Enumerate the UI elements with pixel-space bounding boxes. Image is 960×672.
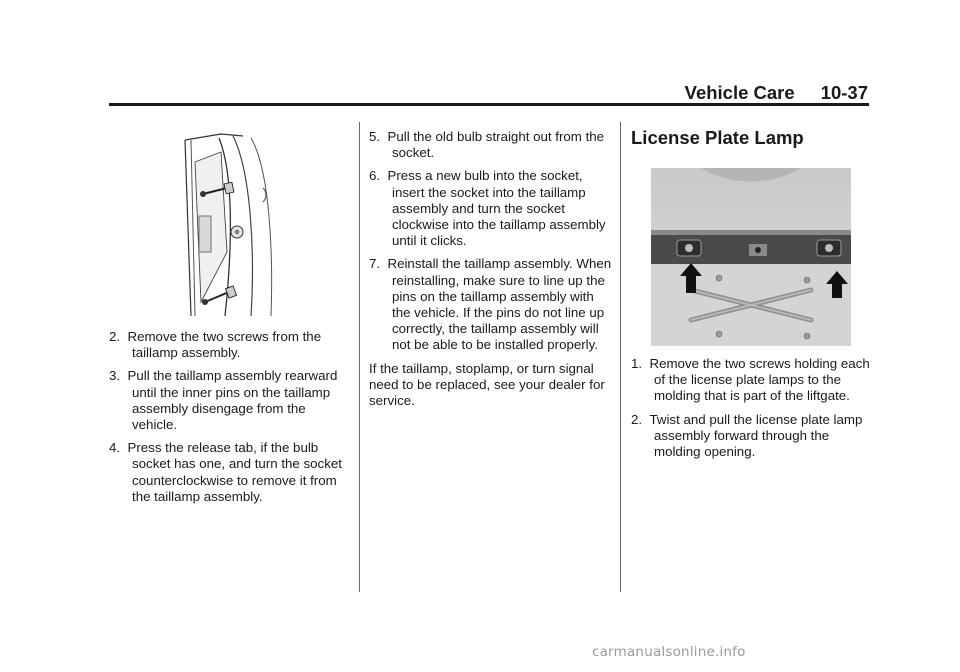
column-divider-right [620,122,621,592]
section-title: Vehicle Care [684,82,795,103]
steps-list-col1 [109,329,349,505]
page-number: 10-37 [820,82,868,103]
dealer-service-note: If the taillamp, stoplamp, or turn signal need to be replaced, see your dealer for service. [369,360,605,409]
column-1 [109,132,349,512]
license-plate-lamp-photo-icon [651,168,851,346]
list-item: 5. Pull the old bulb straight out from the socket. [369,129,605,161]
list-item: 2. Remove the two screws from the taillamp assembly. [109,329,322,361]
column-2 [369,129,614,409]
section-heading: License Plate Lamp [631,127,804,148]
steps-list-col3 [631,356,871,460]
list-item: 1. Remove the two screws holding each of the license plate lamps to the molding that is part of the liftgate. [631,356,870,404]
header-rule [109,103,869,106]
taillamp-screws-figure [181,132,277,316]
list-item: 2. Twist and pull the license plate lamp assembly forward through the molding opening. [631,411,863,460]
taillamp-screws-illustration-icon [181,132,277,316]
column-divider-left [359,122,360,592]
list-item: 3. Pull the taillamp assembly rearward until the inner pins on the taillamp assembly disengage from the vehicle. [109,368,338,433]
watermark: carmanualsonline.info [592,644,746,660]
list-item: 7. Reinstall the taillamp assembly. When reinstalling, make sure to line up the pins on the taillamp assembly with the vehicle. If the pins do not line up correctly, the taillamp assembly will not be able to be installed properly. [369,256,612,353]
list-item: 6. Press a new bulb into the socket, insert the socket into the taillamp assembly and turn the socket clockwise into the taillamp assembly until it clicks. [369,168,606,249]
steps-list-col2 [369,129,614,354]
column-3 [631,126,871,467]
license-plate-lamp-figure [651,168,851,346]
list-item: 4. Press the release tab, if the bulb socket has one, and turn the socket counterclockwise to remove it from the taillamp assembly. [109,440,342,504]
